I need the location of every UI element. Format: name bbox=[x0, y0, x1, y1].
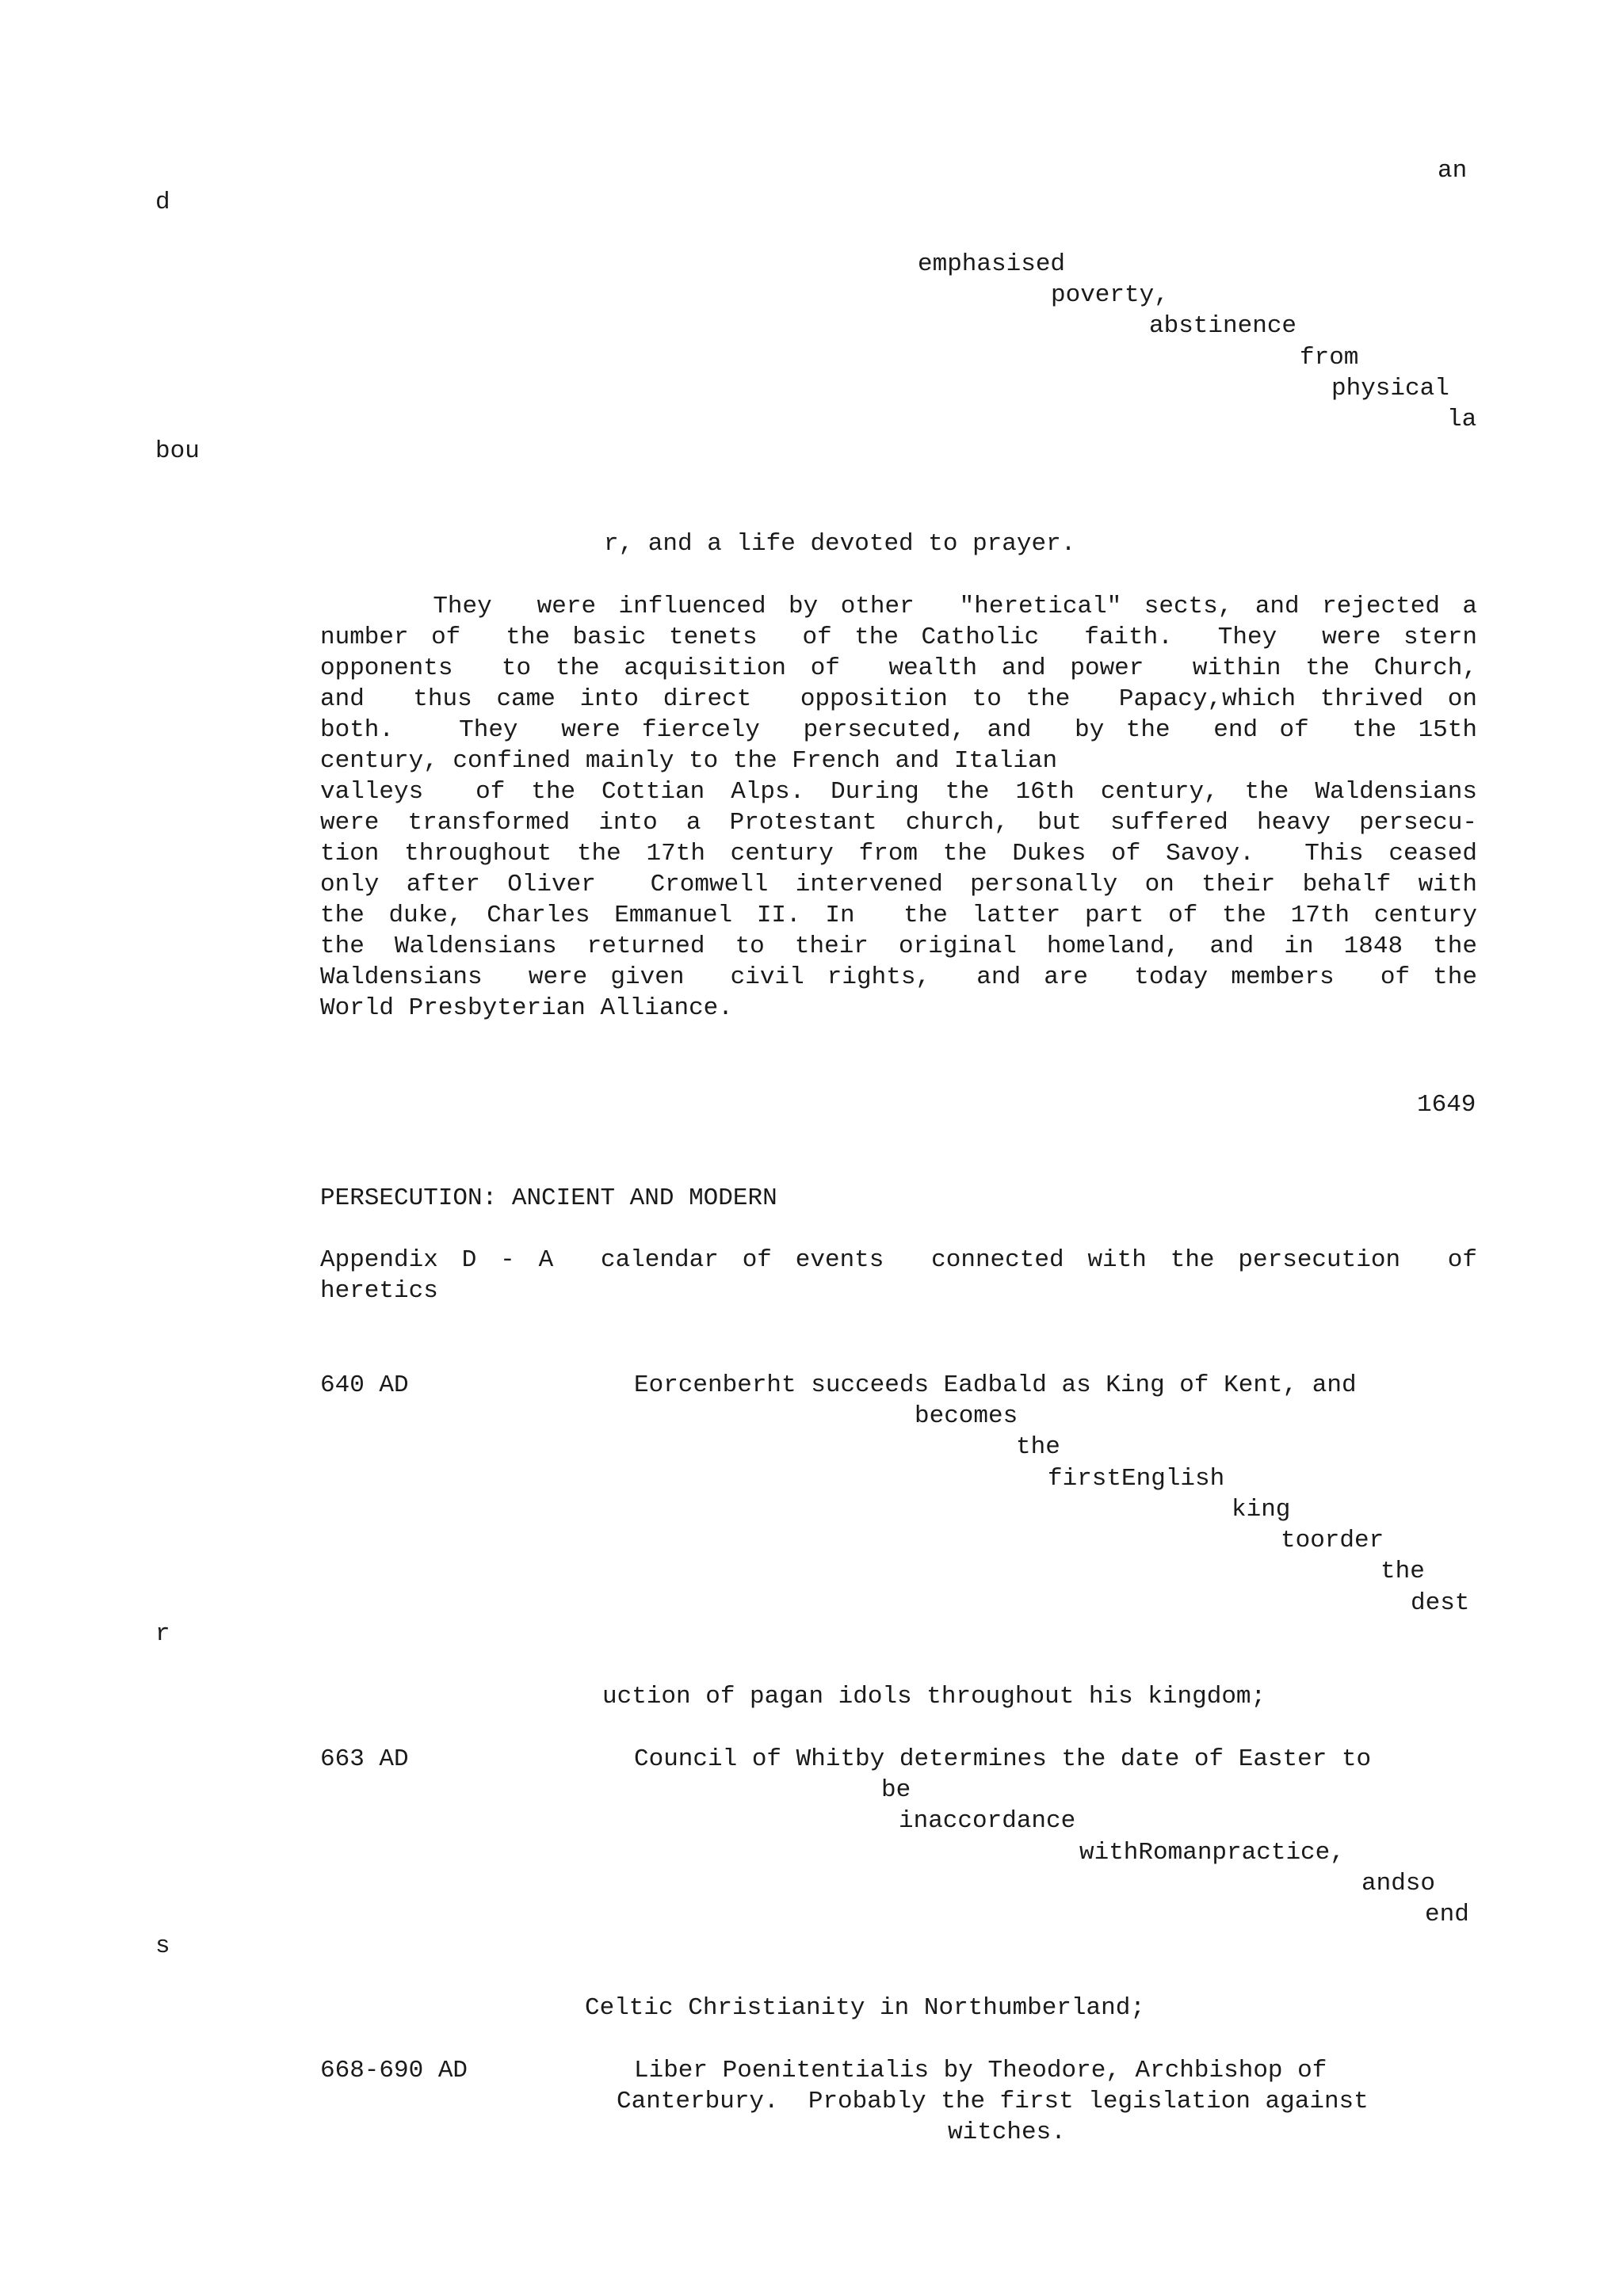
text-fragment: inaccordance bbox=[899, 1807, 1076, 1835]
text-fragment: withRomanpractice, bbox=[1079, 1839, 1345, 1867]
text-fragment: emphasised bbox=[918, 250, 1066, 278]
paragraph-line: only after Oliver Cromwell intervened personally on their behalf with bbox=[320, 871, 1477, 898]
text-fragment: bou bbox=[155, 437, 200, 465]
paragraph-line: tion throughout the 17th century from the Dukes of Savoy. This ceased bbox=[320, 840, 1477, 868]
text-fragment: s bbox=[155, 1932, 170, 1960]
text-fragment: d bbox=[155, 189, 170, 216]
paragraph-line: They were influenced by other "heretical" sects, and rejected a bbox=[320, 593, 1477, 620]
appendix-title-line: Appendix D - A calendar of events connected with the persecution of bbox=[320, 1246, 1477, 1274]
entry-text: witches. bbox=[948, 2119, 1066, 2146]
paragraph-line: valleys of the Cottian Alps. During the 16th century, the Waldensians bbox=[320, 778, 1477, 806]
text-fragment: from bbox=[1300, 344, 1359, 372]
paragraph-line: the Waldensians returned to their original homeland, and in 1848 the bbox=[320, 933, 1477, 960]
text-fragment: physical bbox=[1331, 375, 1449, 402]
entry-date: 640 AD bbox=[320, 1371, 409, 1399]
waldensian-paragraph bbox=[320, 591, 1477, 1024]
entry-date: 668-690 AD bbox=[320, 2057, 468, 2084]
text-fragment: toorder bbox=[1281, 1527, 1384, 1554]
entry-text: Eorcenberht succeeds Eadbald as King of Kent, and bbox=[634, 1371, 1357, 1399]
page-number: 1649 bbox=[1417, 1091, 1476, 1119]
paragraph-line: opponents to the acquisition of wealth and power within the Church, bbox=[320, 654, 1477, 682]
text-fragment: becomes bbox=[915, 1402, 1018, 1430]
text-fragment: la bbox=[1447, 406, 1477, 433]
paragraph-line: were transformed into a Protestant church, but suffered heavy persecu- bbox=[320, 809, 1477, 837]
entry-text: Celtic Christianity in Northumberland; bbox=[585, 1994, 1145, 2022]
text-fragment: the bbox=[1016, 1433, 1060, 1461]
text-fragment: end bbox=[1425, 1901, 1469, 1928]
running-head: PERSECUTION: ANCIENT AND MODERN bbox=[320, 1184, 777, 1212]
entry-date: 663 AD bbox=[320, 1745, 409, 1773]
paragraph-line: both. They were fiercely persecuted, and by the end of the 15th bbox=[320, 716, 1477, 744]
text-fragment: poverty, bbox=[1051, 281, 1169, 309]
paragraph-line: and thus came into direct opposition to the Papacy,which thrived on bbox=[320, 685, 1477, 713]
text-fragment: the bbox=[1381, 1558, 1425, 1585]
paragraph-line: World Presbyterian Alliance. bbox=[320, 994, 733, 1022]
entry-text: uction of pagan idols throughout his kingdom; bbox=[602, 1683, 1266, 1711]
text-line: r, and a life devoted to prayer. bbox=[604, 530, 1076, 558]
text-fragment: firstEnglish bbox=[1048, 1465, 1225, 1493]
paragraph-line: century, confined mainly to the French and Italian bbox=[320, 747, 1058, 775]
entry-text: Council of Whitby determines the date of Easter to bbox=[634, 1745, 1372, 1773]
paragraph-line: number of the basic tenets of the Catholic faith. They were stern bbox=[320, 624, 1477, 651]
text-fragment: an bbox=[1438, 157, 1468, 185]
entry-text: Canterbury. Probably the first legislation against bbox=[617, 2088, 1369, 2115]
text-fragment: r bbox=[155, 1620, 170, 1648]
paragraph-line: Waldensians were given civil rights, and are today members of the bbox=[320, 963, 1477, 991]
text-fragment: be bbox=[881, 1776, 911, 1804]
text-fragment: abstinence bbox=[1149, 312, 1297, 340]
appendix-title bbox=[320, 1245, 1477, 1306]
text-fragment: king bbox=[1232, 1496, 1291, 1524]
paragraph-line: the duke, Charles Emmanuel II. In the latter part of the 17th century bbox=[320, 902, 1477, 929]
entry-text: Liber Poenitentialis by Theodore, Archbishop of bbox=[634, 2057, 1327, 2084]
appendix-title-line: heretics bbox=[320, 1277, 438, 1305]
text-fragment: dest bbox=[1411, 1589, 1470, 1617]
text-fragment: andso bbox=[1361, 1870, 1436, 1897]
